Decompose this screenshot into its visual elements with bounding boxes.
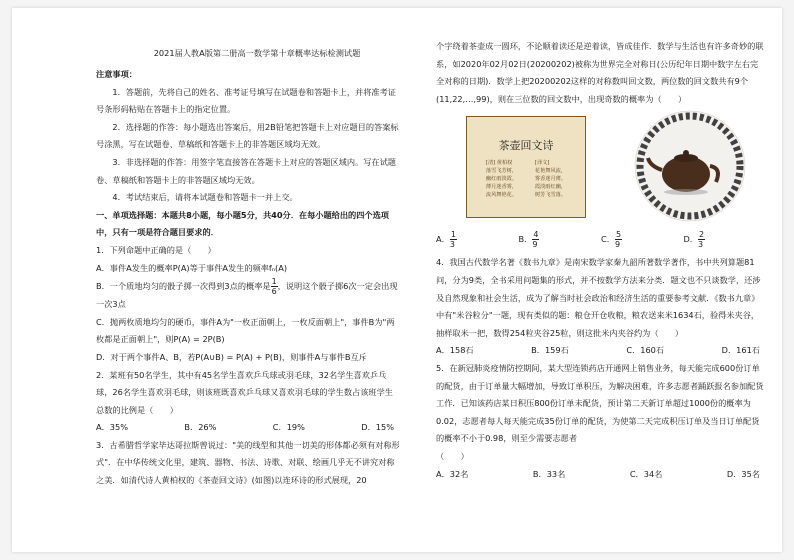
q1-b-fraction — [271, 277, 278, 296]
frac-den: 6 — [271, 287, 277, 297]
q4-stem: 4．我国古代数学名著《数书九章》是南宋数学家秦九韶所著数学著作，书中共列算题81问，分为9类，全书采用问题集的形式，并不按数学方法来分类．题文也不只谈数学，还涉及自然现象和社会生活，成为了解当时社会政治和经济生活的重要参考文献．《数书九章》中有"米谷粒分"一题，现有类似的题：粮仓开仓收粮，粮农送来米1634石，验得米夹谷，抽样取米一把，数得254粒夹谷25粒，则这批米内夹谷约为（ ） — [436, 257, 761, 338]
q2-options — [96, 419, 400, 437]
q1-option-d: D．对于两个事件A、B，若P(A∪B) = P(A) + P(B)，则事件A与事件B互斥 — [96, 351, 367, 362]
q1-b-text: B．一个质地均匀的骰子掷一次得到3点的概率是 — [96, 281, 271, 292]
q4-option-d: D．161石 — [721, 345, 760, 356]
q5-option-d: D．35名 — [726, 468, 760, 479]
note-4: 4．考试结束后，请将本试题卷和答题卡一并上交。 — [112, 192, 298, 203]
q3-option-d: D． $\frac{2}{3}$ — [683, 229, 705, 249]
document-page — [12, 8, 782, 552]
q4-option-b: B．159石 — [531, 345, 569, 356]
poem-text — [467, 159, 585, 199]
q5-options — [436, 466, 766, 484]
q3-options — [436, 224, 766, 254]
section-heading: 一、单项选择题：本题共8小题，每小题5分，共40分．在每小题给出的四个选项中，只有一项是符合题目要求的． — [96, 209, 389, 238]
right-column — [436, 38, 766, 483]
q1-b-text-2: ，说明这个骰子掷6次一定会出现一次3点 — [96, 281, 398, 310]
q5-stem: 5．在新冠肺炎疫情防控期间，某大型连锁药店开通网上销售业务，每天能完成600份订单的配货，由于订单量大幅增加，导致订单积压，为解决困难，许多志愿者踊跃报名参加配货工作．已知该药店某日积压800份订单未配货，预计第二天新订单超过1000份的概率为0.02，志愿者每人每天能完成35份订单的配货，为使第二天完成积压订单及当日订单配货的概率不小于0.98，则至少需要志愿者 — [436, 362, 764, 444]
q3-option-c: C． $\frac{5}{9}$ — [601, 229, 622, 249]
q1-option-c: C．抛两枚质地均匀的硬币，事件A为"一枚正面朝上，一枚反面朝上"，事件B为"两枚都是正面朝上"，则P(A) = 2P(B) — [96, 316, 395, 345]
doc-title: 2021届人教A版第二册高一数学第十章概率达标检测试题 — [153, 48, 361, 58]
poem-left-text: [清] 黄柏权 落雪飞芳树， 幽红雨淡霞。 薄月迷香雾， 流风舞艳花。 — [485, 160, 518, 199]
q3-continued: 个字绕着茶壶成一圆环，不论顺着读还是逆着读，皆成佳作．数学与生活也有许多奇妙的联系，如2020年02月02日(20200202)被称为世界完全对称日(公历纪年日期中数字左右完全对称的日期)．数学上把20200202这样的对称数叫回文数，两位数的回文数共有9个(11,22,…,99)，则在三位数的回文数中，出现奇数的概率为（ ） — [436, 41, 764, 104]
note-3: 3．非选择题的作答：用签字笔直接答在答题卡上对应的答题区域内。写在试题卷、草稿纸和答题卡上的非答题区域均无效。 — [96, 156, 396, 185]
poem-title: 茶壶回文诗 — [498, 139, 554, 153]
q4-option-a: A．158石 — [436, 345, 474, 356]
teapot-image — [626, 108, 754, 224]
q5-option-a: A．32名 — [436, 468, 469, 479]
q1-option-a: A．事件A发生的概率P(A)等于事件A发生的频率fₙ(A) — [96, 262, 288, 273]
left-column — [96, 66, 400, 490]
q4-option-c: C．160石 — [626, 345, 665, 356]
frac-num: 1 — [271, 277, 277, 287]
notes-heading: 注意事项： — [96, 69, 137, 79]
note-2: 2．选择题的作答：每小题选出答案后，用2B铅笔把答题卡上对应题目的答案标号涂黑，写在试题卷、草稿纸和答题卡上的非答题区域均无效。 — [96, 121, 399, 150]
q2-option-a: A．35% — [96, 422, 128, 433]
q3-stem: 3．古希腊哲学家毕达哥拉斯曾说过："美的线型和其他一切美的形体都必须有对称形式"．在中华传统文化里，建筑、器物、书法、诗歌、对联、绘画几乎无不讲究对称之美．如清代诗人黄柏权的《茶壶回文诗》(如图)以连环诗的形式展现，20 — [96, 439, 400, 486]
poem-card-image — [466, 116, 586, 218]
q3-option-b: B． $\frac{4}{9}$ — [518, 229, 539, 249]
q4-options — [436, 342, 766, 360]
q5-option-b: B．33名 — [532, 468, 566, 479]
q3-option-a: A． $\frac{1}{3}$ — [436, 229, 456, 249]
q2-stem: 2．某班有50名学生，其中有45名学生喜欢乒乓球或羽毛球，32名学生喜欢乒乓球，26名学生喜欢羽毛球，则该班既喜欢乒乓球又喜欢羽毛球的学生数占该班学生总数的比例是（ ） — [96, 369, 393, 415]
q5-option-c: C．34名 — [629, 468, 663, 479]
q5-paren: （ ） — [436, 450, 469, 461]
q1-stem: 1．下列命题中正确的是（ ） — [96, 244, 216, 255]
note-1: 1．答题前，先将自己的姓名、准考证号填写在试题卷和答题卡上，并将准考证号条形码粘贴在答题卡上的指定位置。 — [96, 86, 396, 115]
q2-option-d: D．15% — [361, 422, 394, 433]
poem-right-text: [译文] 花艳舞风流， 雾香迷月薄。 霞淡雨红幽， 树芳飞雪落。 — [534, 160, 567, 199]
q3-figures — [436, 108, 766, 224]
q1-option-b — [96, 277, 400, 314]
q2-option-b: B．26% — [184, 422, 217, 433]
q2-option-c: C．19% — [272, 422, 305, 433]
